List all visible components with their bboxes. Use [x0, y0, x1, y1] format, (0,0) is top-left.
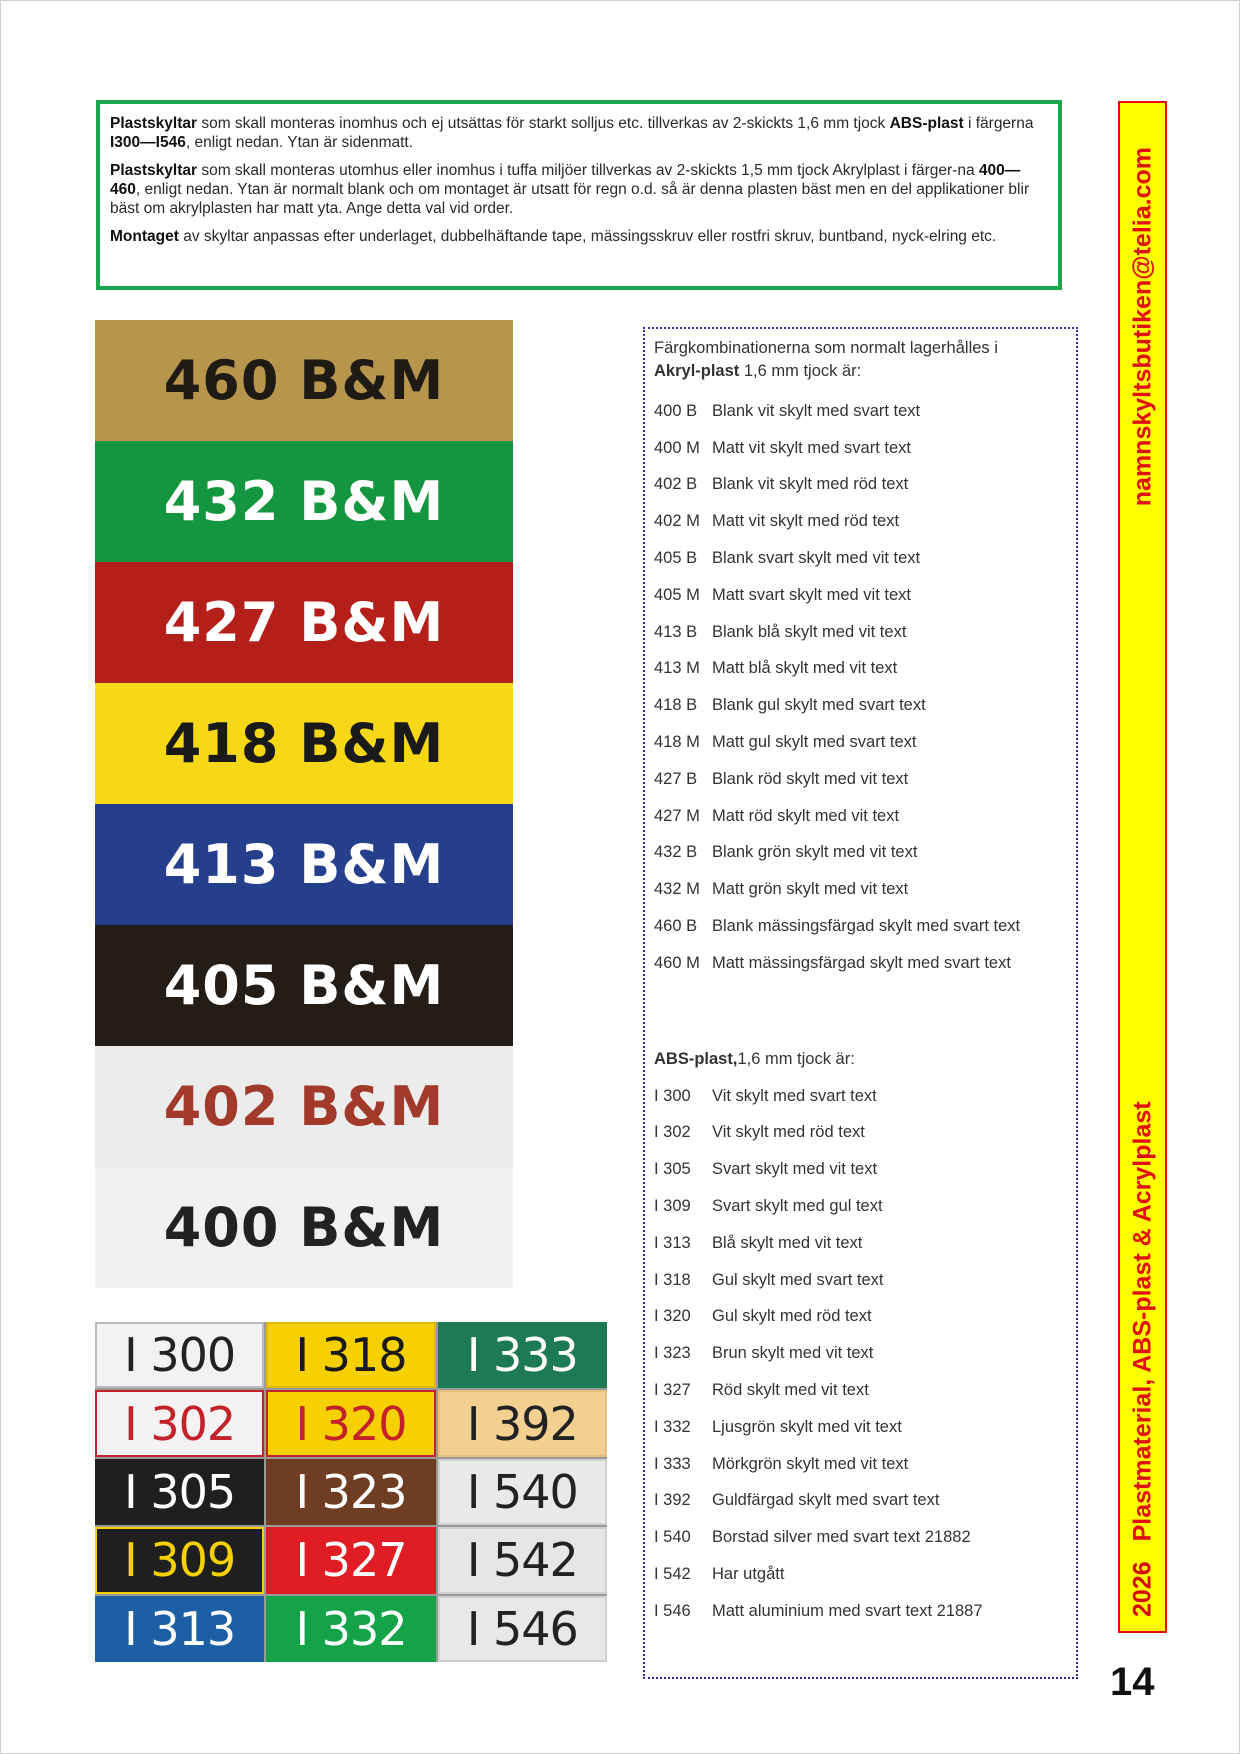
color-code: 413 B [654, 622, 698, 641]
color-code: 460 M [654, 953, 700, 972]
color-code: 402 B [654, 475, 698, 494]
color-code: I 309 [654, 1197, 691, 1216]
akryl-swatch-column [95, 320, 513, 1287]
list-item [654, 651, 1068, 688]
color-code: 460 B [654, 917, 698, 936]
intro-text: , enligt nedan. Ytan är sidenmatt. [185, 134, 414, 151]
akryl-intro-rest: 1,6 mm tjock är: [739, 362, 862, 380]
color-code: I 542 [654, 1565, 691, 1583]
list-item [654, 1556, 1068, 1593]
intro-text: som skall monteras utomhus eller inomhus i tuffa miljöer tillverkas av 2-skickts 1,5 mm tjock Akrylplast i färger-na [197, 162, 979, 179]
color-description: Ljusgrön skylt med vit text [712, 1417, 902, 1436]
list-item [654, 908, 1068, 945]
intro-paragraph-montage [110, 227, 1048, 246]
list-item [654, 1483, 1068, 1520]
list-item [654, 1335, 1068, 1372]
color-code: I 318 [654, 1270, 691, 1289]
list-item [654, 687, 1068, 724]
intro-text: i färgerna [963, 115, 1034, 132]
list-item [654, 1225, 1068, 1262]
color-code: I 323 [654, 1344, 691, 1363]
bold-term: Plastskyltar [110, 115, 198, 132]
color-description: Blank blå skylt med vit text [712, 622, 907, 641]
color-description: Brun skylt med vit text [712, 1344, 874, 1363]
abs-swatch-tile: I 542 [438, 1527, 607, 1593]
abs-swatch-tile: I 302 [95, 1390, 264, 1456]
list-item [654, 1372, 1068, 1409]
abs-swatch-tile: I 300 [95, 1322, 264, 1388]
list-item [654, 1519, 1068, 1556]
list-item [654, 430, 1068, 467]
color-code: 427 M [654, 806, 700, 825]
color-code: 405 M [654, 585, 700, 604]
abs-swatch-tile: I 332 [266, 1596, 435, 1662]
list-item [654, 835, 1068, 872]
abs-swatch-tile: I 320 [266, 1390, 435, 1456]
list-item [654, 724, 1068, 761]
akryl-swatch: 427 B&M [95, 562, 513, 683]
color-code: 402 M [654, 512, 700, 531]
bold-term: Montaget [110, 228, 179, 245]
abs-swatch-tile: I 323 [266, 1459, 435, 1525]
bold-term: I300—I546 [110, 134, 186, 151]
akryl-swatch: 432 B&M [95, 441, 513, 562]
color-description: Gul skylt med svart text [712, 1270, 884, 1289]
color-description: Borstad silver med svart text 21882 [712, 1528, 971, 1547]
color-description: Matt gul skylt med svart text [712, 733, 917, 752]
color-code: I 333 [654, 1454, 691, 1473]
list-item [654, 1188, 1068, 1225]
color-description: Blank svart skylt med vit text [712, 549, 921, 568]
banner-year: 2026 [1128, 1561, 1156, 1617]
side-banner-text [1128, 117, 1157, 1617]
intro-paragraph-akryl [110, 161, 1048, 218]
list-item [654, 393, 1068, 430]
color-code: I 313 [654, 1233, 691, 1252]
list-item [654, 1078, 1068, 1115]
color-code: 427 B [654, 769, 698, 788]
list-item [654, 1446, 1068, 1483]
abs-swatch-tile: I 333 [438, 1322, 607, 1388]
bold-term: Plastskyltar [110, 162, 198, 179]
color-description: Blank vit skylt med svart text [712, 401, 921, 420]
color-description: Blank mässingsfärgad skylt med svart text [712, 917, 1021, 936]
akryl-swatch: 413 B&M [95, 804, 513, 925]
list-item [654, 1115, 1068, 1152]
color-code: I 320 [654, 1307, 691, 1326]
color-description: Mörkgrön skylt med vit text [712, 1454, 909, 1473]
color-description: Matt vit skylt med svart text [712, 438, 911, 457]
abs-swatch-tile: I 327 [266, 1527, 435, 1593]
abs-swatch-tile: I 318 [266, 1322, 435, 1388]
list-item [654, 1593, 1068, 1630]
list-item [654, 945, 1068, 982]
color-description: Matt aluminium med svart text 21887 [712, 1601, 983, 1620]
banner-email: namnskyltsbutiken@telia.com [1128, 147, 1156, 507]
akryl-swatch: 400 B&M [95, 1167, 513, 1288]
abs-list-heading [654, 1042, 1068, 1078]
color-description: Vit skylt med svart text [712, 1086, 877, 1105]
color-description: Blå skylt med vit text [712, 1233, 863, 1252]
color-code: 400 M [654, 438, 700, 457]
color-description: Har utgått [712, 1565, 785, 1583]
color-description: Blank gul skylt med svart text [712, 696, 926, 715]
side-banner [1118, 101, 1167, 1633]
intro-box [96, 100, 1062, 290]
list-item [654, 1409, 1068, 1446]
akryl-swatch: 418 B&M [95, 683, 513, 804]
list-item [654, 761, 1068, 798]
akryl-list [654, 393, 1068, 982]
color-description: Blank grön skylt med vit text [712, 843, 918, 862]
list-item [654, 798, 1068, 835]
intro-text: , enligt nedan. Ytan är normalt blank och om montaget är utsatt för regn o.d. så är denna plasten bäst men en del applikationer blir bäst om akrylplasten har matt yta. Ange detta val vid order. [110, 181, 1030, 217]
color-code: I 332 [654, 1417, 691, 1436]
list-item [654, 1151, 1068, 1188]
abs-list [654, 1078, 1068, 1630]
color-description: Röd skylt med vit text [712, 1381, 869, 1400]
abs-swatch-tile: I 313 [95, 1596, 264, 1662]
abs-swatch-tile: I 305 [95, 1459, 264, 1525]
color-description: Gul skylt med röd text [712, 1307, 872, 1326]
page-number: 14 [1110, 1660, 1155, 1704]
color-description: Guldfärgad skylt med svart text [712, 1491, 940, 1510]
color-code: I 300 [654, 1086, 691, 1105]
list-item [654, 540, 1068, 577]
color-code: 418 B [654, 696, 698, 715]
color-description: Blank röd skylt med vit text [712, 769, 909, 788]
color-code: 418 M [654, 733, 700, 752]
color-code: I 305 [654, 1160, 691, 1179]
list-item [654, 1299, 1068, 1336]
akryl-swatch: 405 B&M [95, 925, 513, 1046]
color-code: I 327 [654, 1381, 691, 1400]
list-item [654, 503, 1068, 540]
color-code: 400 B [654, 401, 698, 420]
color-code: 432 M [654, 880, 700, 899]
color-code: 413 M [654, 659, 700, 678]
akryl-list-intro [654, 337, 1068, 383]
list-item [654, 871, 1068, 908]
list-item [654, 1262, 1068, 1299]
list-item [654, 577, 1068, 614]
color-code: 405 B [654, 549, 698, 568]
color-list-box [643, 327, 1078, 1679]
intro-text: som skall monteras inomhus och ej utsättas för starkt solljus etc. tillverkas av 2-skickts 1,6 mm tjock [197, 115, 890, 132]
color-code: I 392 [654, 1491, 691, 1510]
akryl-swatch: 460 B&M [95, 320, 513, 441]
color-description: Matt vit skylt med röd text [712, 512, 900, 531]
color-description: Matt röd skylt med vit text [712, 806, 900, 825]
abs-swatch-tile: I 540 [438, 1459, 607, 1525]
bold-term: ABS-plast [889, 115, 964, 132]
akryl-intro-bold: Akryl-plast [654, 362, 740, 380]
abs-swatch-tile: I 546 [438, 1596, 607, 1662]
akryl-intro-text: Färgkombinationerna som normalt lagerhålles i [654, 339, 998, 357]
abs-heading-rest: 1,6 mm tjock är: [737, 1050, 855, 1069]
list-item [654, 614, 1068, 651]
color-description: Matt mässingsfärgad skylt med svart text [712, 953, 1011, 972]
abs-swatch-tile: I 309 [95, 1527, 264, 1593]
color-code: I 302 [654, 1123, 691, 1142]
color-description: Matt blå skylt med vit text [712, 659, 898, 678]
color-code: I 546 [654, 1601, 691, 1620]
color-description: Svart skylt med vit text [712, 1160, 878, 1179]
color-code: I 540 [654, 1528, 691, 1547]
color-code: 432 B [654, 843, 698, 862]
color-description: Matt svart skylt med vit text [712, 585, 911, 604]
intro-paragraph-abs [110, 114, 1048, 152]
color-description: Blank vit skylt med röd text [712, 475, 909, 494]
bold-term: 400—460 [110, 162, 1021, 198]
color-description: Vit skylt med röd text [712, 1123, 865, 1142]
abs-swatch-grid [95, 1322, 607, 1662]
akryl-swatch: 402 B&M [95, 1046, 513, 1167]
abs-swatch-tile: I 392 [438, 1390, 607, 1456]
banner-title: Plastmaterial, ABS-plast & Acrylplast [1128, 1101, 1156, 1542]
intro-text: av skyltar anpassas efter underlaget, dubbelhäftande tape, mässingsskruv eller rostfri skruv, buntband, nyck-elring etc. [178, 228, 997, 245]
color-description: Svart skylt med gul text [712, 1197, 883, 1216]
list-item [654, 467, 1068, 504]
color-description: Matt grön skylt med vit text [712, 880, 909, 899]
abs-heading-bold: ABS-plast, [654, 1050, 738, 1069]
